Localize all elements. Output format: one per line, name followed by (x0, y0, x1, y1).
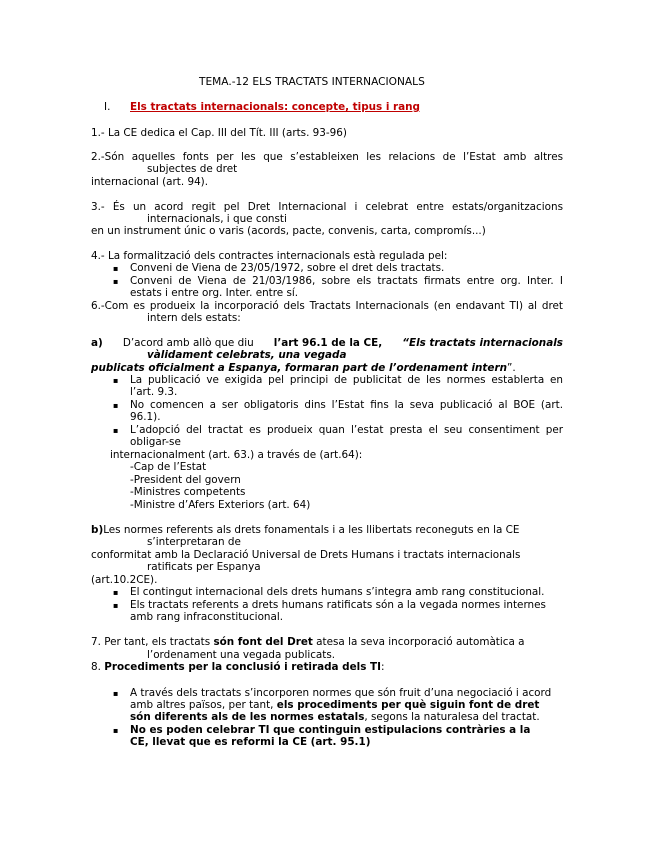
paragraph-7-pre: 7. Per tant, els tractats (91, 636, 211, 648)
paragraph-3-line-2: internacionals, i que consti (147, 213, 287, 225)
paragraph-4-bullet-2-line-1: Conveni de Viena de 21/03/1986, sobre els tractats firmats entre org. Inter. I (130, 275, 563, 287)
section-a-quote-line-2: vàlidament celebrats, una vegada (147, 349, 347, 361)
section-a-bullet-3-line-2: obligar-se (130, 436, 181, 448)
section-b-line-5: (art.10.2CE). (91, 574, 158, 586)
list-item: -President del govern (130, 474, 241, 486)
paragraph-8-bullet-1-bold-2: són diferents als de les normes estatals (130, 711, 365, 723)
list-item: -Ministres competents (130, 486, 246, 498)
section-a-quote-close: ”. (506, 362, 516, 374)
section-b-line-1 (91, 524, 520, 536)
paragraph-3-line-3: en un instrument únic o varis (acords, pacte, convenis, carta, compromís...) (91, 225, 486, 237)
paragraph-8-bullet-1-line-1: A través dels tractats s’incorporen normes que són fruit d’una negociació i acord (130, 687, 552, 699)
paragraph-4-bullet-2-line-2: estats i entre org. Inter. entre sí. (130, 287, 299, 299)
paragraph-8-bullet-1-plain: amb altres països, per tant, (130, 699, 274, 711)
paragraph-8-bullet-1-line-3 (130, 711, 540, 723)
section-a-bullet-3-line-3: internacionalment (art. 63.) a través de (art.64): (110, 449, 363, 461)
paragraph-8-colon: : (380, 661, 385, 673)
section-b-bullet-2-line-2: amb rang infraconstitucional. (130, 611, 284, 623)
section-b-bullet-1: El contingut internacional dels drets humans s’integra amb rang constitucional. (130, 586, 545, 598)
section-a-quote-end: publicats oficialment a Espanya, formaran part de l’ordenament intern (91, 362, 507, 374)
bullet-icon: ▪ (113, 401, 119, 410)
section-a-bullet-2-line-2: 96.1). (130, 411, 161, 423)
paragraph-7-post: atesa la seva incorporació automàtica a (316, 636, 525, 648)
paragraph-8-bullet-1-bold: els procediments per què siguin font de dret (276, 699, 540, 711)
paragraph-7-line-1 (91, 636, 525, 648)
bullet-icon: ▪ (113, 689, 119, 698)
bullet-icon: ▪ (113, 277, 119, 286)
section-b-line-2: s’interpretaran de (147, 536, 241, 548)
paragraph-8-bullet-1-plain-2: , segons la naturalesa del tractat. (364, 711, 540, 723)
bullet-icon: ▪ (113, 726, 119, 735)
paragraph-6-line-2: intern dels estats: (147, 312, 241, 324)
paragraph-4-bullet-1: Conveni de Viena de 23/05/1972, sobre el dret dels tractats. (130, 262, 445, 274)
paragraph-2-line-3: internacional (art. 94). (91, 176, 209, 188)
paragraph-8-bullet-1-line-2 (130, 699, 539, 711)
page-title: TEMA.-12 ELS TRACTATS INTERNACIONALS (199, 76, 425, 88)
paragraph-4-intro: 4.- La formalització dels contractes internacionals està regulada pel: (91, 250, 448, 262)
section-a-bullet-1-line-2: l’art. 9.3. (130, 386, 178, 398)
paragraph-8-bullet-2-line-2: CE, llevat que es reformi la CE (art. 95.1) (130, 736, 371, 748)
paragraph-8-title: Procediments per la conclusió i retirada dels TI (104, 661, 381, 673)
section-a-bullet-2-line-1: No comencen a ser obligatoris dins l’Estat fins la seva publicació al BOE (art. (130, 399, 563, 411)
section-b-line-3: conformitat amb la Declaració Universal de Drets Humans i tractats internacionals (91, 549, 521, 561)
section-b-line-4: ratificats per Espanya (147, 561, 261, 573)
paragraph-8-bullet-2-line-1: No es poden celebrar TI que continguin estipulacions contràries a la (130, 724, 531, 736)
section-number: I. (104, 101, 111, 113)
paragraph-6-line-1: 6.-Com es produeix la incorporació dels Tractats Internacionals (en endavant TI) al dret (91, 300, 563, 312)
list-item: -Cap de l’Estat (130, 461, 207, 473)
paragraph-8-number: 8. (91, 661, 101, 673)
section-b-text: Les normes referents als drets fonamentals i a les llibertats reconeguts en la CE (103, 524, 520, 536)
paragraph-2-line-1: 2.-Són aquelles fonts per les que s’estableixen les relacions de l’Estat amb altres (91, 151, 563, 163)
paragraph-7-line-2: l’ordenament una vegada publicats. (147, 649, 336, 661)
section-a-article-ref: l’art 96.1 de la CE, (273, 337, 383, 349)
section-a-bullet-3-line-1: L’adopció del tractat es produeix quan l’estat presta el seu consentiment per (130, 424, 563, 436)
paragraph-7-bold: són font del Dret (213, 636, 313, 648)
bullet-icon: ▪ (113, 264, 119, 273)
section-a-quote-line-3 (91, 362, 516, 374)
section-a-quote-start: “Els tractats internacionals (402, 337, 563, 349)
section-a-label: a) (91, 337, 103, 349)
bullet-icon: ▪ (113, 601, 119, 610)
paragraph-8-heading (91, 661, 385, 673)
section-a-intro: D’acord amb allò que diu (122, 337, 254, 349)
paragraph-2-line-2: subjectes de dret (147, 163, 238, 175)
section-a-bullet-1-line-1: La publicació ve exigida pel principi de publicitat de les normes establerta en (130, 374, 563, 386)
section-a-line-1 (91, 337, 563, 349)
paragraph-1: 1.- La CE dedica el Cap. III del Tít. III (arts. 93-96) (91, 127, 347, 139)
bullet-icon: ▪ (113, 588, 119, 597)
section-heading: Els tractats internacionals: concepte, tipus i rang (130, 101, 420, 113)
bullet-icon: ▪ (113, 426, 119, 435)
section-b-label: b) (91, 524, 104, 536)
paragraph-3-line-1: 3.- És un acord regit pel Dret Internacional i celebrat entre estats/organitzacions (91, 201, 563, 213)
bullet-icon: ▪ (113, 376, 119, 385)
section-b-bullet-2-line-1: Els tractats referents a drets humans ratificats són a la vegada normes internes (130, 599, 546, 611)
list-item: -Ministre d’Afers Exteriors (art. 64) (130, 499, 311, 511)
